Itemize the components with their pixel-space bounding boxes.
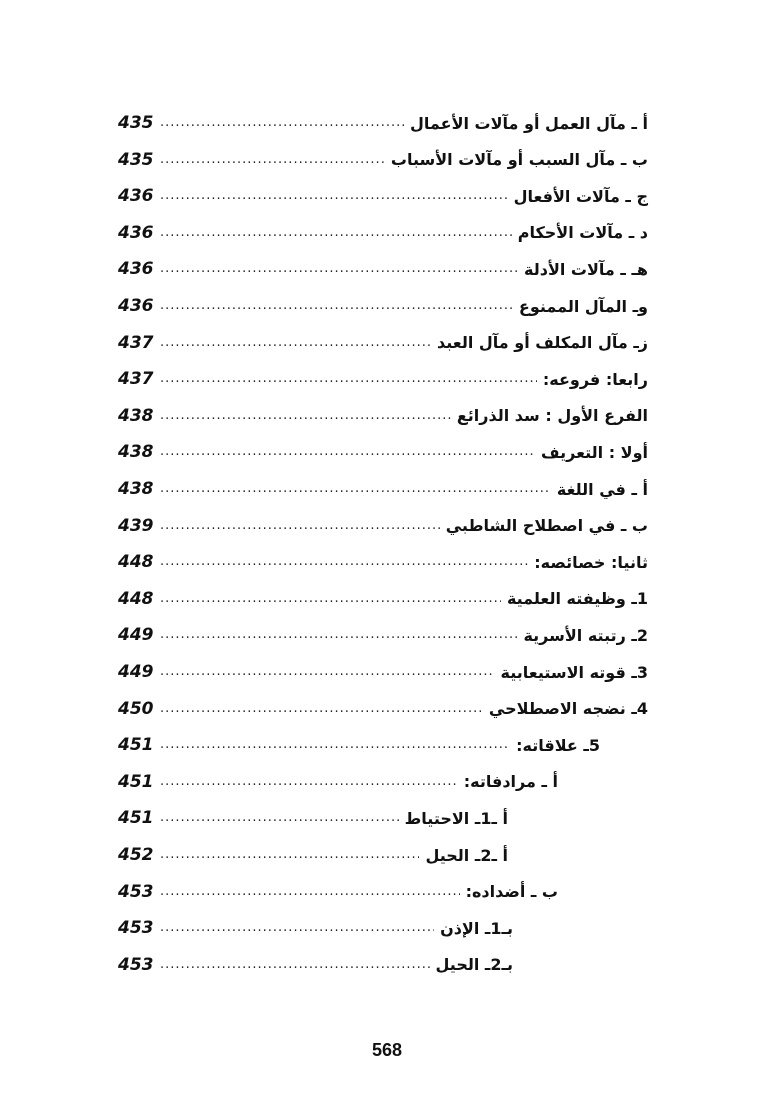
toc-entry-title: 4ـ نضجه الاصطلاحي	[488, 699, 648, 719]
toc-entry-title: أ ـ2ـ الحيل	[425, 845, 508, 865]
toc-entry	[118, 401, 648, 431]
toc-entry-title: 1ـ وظيفته العلمية	[506, 589, 648, 609]
toc-entry	[118, 291, 648, 321]
leader-dots	[160, 620, 517, 650]
toc-entry-page: 449	[118, 625, 154, 646]
toc-entry-page: 437	[118, 369, 154, 390]
toc-entry-title: ب ـ في اصطلاح الشاطبي	[445, 516, 648, 536]
toc-entry	[118, 877, 648, 907]
toc-entry	[118, 840, 648, 870]
toc-entry-title: زـ مآل المكلف أو مآل العبد	[437, 333, 648, 353]
toc-entry-page: 437	[118, 332, 154, 353]
leader-dots	[160, 401, 451, 431]
leader-dots	[160, 584, 501, 614]
toc-entry-title: أولا : التعريف	[541, 442, 648, 462]
leader-dots	[160, 877, 460, 907]
toc-entry-page: 439	[118, 515, 154, 536]
toc-entry-title: ب ـ مآل السبب أو مآلات الأسباب	[390, 150, 648, 170]
toc-entry-page: 435	[118, 149, 154, 170]
toc-entry-title: 3ـ قوته الاستيعابية	[500, 662, 648, 682]
toc-entry-title: الفرع الأول : سد الذرائع	[456, 406, 648, 426]
toc-entry-page: 448	[118, 588, 154, 609]
leader-dots	[160, 364, 537, 394]
leader-dots	[160, 913, 434, 943]
leader-dots	[160, 437, 535, 467]
toc-entry	[118, 803, 648, 833]
toc-entry	[118, 913, 648, 943]
toc-entry-page: 436	[118, 296, 154, 316]
toc-entry-page: 438	[118, 479, 154, 499]
leader-dots	[160, 145, 385, 175]
toc-entry-page: 438	[118, 442, 154, 463]
leader-dots	[160, 694, 483, 724]
leader-dots	[160, 730, 510, 760]
toc-entry-page: 435	[118, 113, 154, 133]
toc-entry-page: 452	[118, 845, 154, 865]
toc-entry-title: د ـ مآلات الأحكام	[517, 223, 648, 243]
toc-entry-page: 448	[118, 552, 154, 573]
toc-entry	[118, 767, 648, 797]
toc-entry	[118, 218, 648, 248]
toc-entry-page: 453	[118, 881, 154, 902]
toc-entry-title: أ ـ مرادفاته:	[463, 772, 558, 792]
leader-dots	[160, 767, 458, 797]
leader-dots	[160, 657, 495, 687]
leader-dots	[160, 108, 404, 138]
toc-entry	[118, 437, 648, 467]
toc-entry-title: رابعا: فروعه:	[542, 369, 648, 389]
toc-entry-page: 436	[118, 186, 154, 207]
toc-entry-page: 451	[118, 808, 154, 829]
toc-entry-title: هـ ـ مآلات الأدلة	[524, 259, 648, 279]
toc-entry	[118, 950, 648, 980]
leader-dots	[160, 328, 431, 358]
toc-entry	[118, 108, 648, 138]
toc-entry	[118, 584, 648, 614]
toc-entry-title: 2ـ رتبته الأسرية	[523, 625, 648, 645]
toc-entry-page: 451	[118, 771, 154, 792]
toc-entry	[118, 657, 648, 687]
toc-entry-title: أ ـ مآل العمل أو مآلات الأعمال	[410, 113, 648, 133]
leader-dots	[160, 840, 419, 870]
leader-dots	[160, 254, 518, 284]
toc-entry-page: 453	[118, 918, 154, 939]
leader-dots	[160, 547, 528, 577]
leader-dots	[160, 218, 512, 248]
toc-entry	[118, 145, 648, 175]
toc-entry	[118, 511, 648, 541]
toc-entry-title: وـ المآل الممنوع	[518, 296, 648, 316]
toc-entry-title: ج ـ مآلات الأفعال	[513, 186, 648, 206]
toc-entry	[118, 364, 648, 394]
toc-entry	[118, 181, 648, 211]
toc-entry-page: 436	[118, 222, 154, 243]
toc-entry-title: أ ـ في اللغة	[556, 479, 648, 499]
toc-entry-title: بـ1ـ الإذن	[440, 918, 513, 938]
leader-dots	[160, 291, 513, 321]
toc-entry	[118, 694, 648, 724]
toc-entry-title: ب ـ أضداده:	[465, 882, 558, 902]
toc-entry-title: أ ـ1ـ الاحتياط	[404, 808, 508, 828]
toc-entry-title: بـ2ـ الحيل	[435, 955, 513, 975]
leader-dots	[160, 803, 399, 833]
toc-entry-title: ثانيا: خصائصه:	[534, 552, 648, 572]
leader-dots	[160, 950, 430, 980]
toc-entry	[118, 547, 648, 577]
leader-dots	[160, 474, 551, 504]
toc-entry	[118, 620, 648, 650]
leader-dots	[160, 511, 440, 541]
page-number: 568	[371, 1040, 403, 1060]
toc-entry	[118, 254, 648, 284]
leader-dots	[160, 181, 508, 211]
toc-entry-title: 5ـ علاقاته:	[516, 735, 600, 755]
toc-entry-page: 436	[118, 259, 154, 280]
toc-entry	[118, 328, 648, 358]
toc-entry-page: 450	[118, 698, 154, 719]
toc-entry-page: 438	[118, 405, 154, 426]
toc-entry-page: 451	[118, 735, 154, 756]
toc-entry	[118, 730, 648, 760]
toc-entry-page: 453	[118, 954, 154, 975]
toc-entry	[118, 474, 648, 504]
toc-entry-page: 449	[118, 662, 154, 682]
